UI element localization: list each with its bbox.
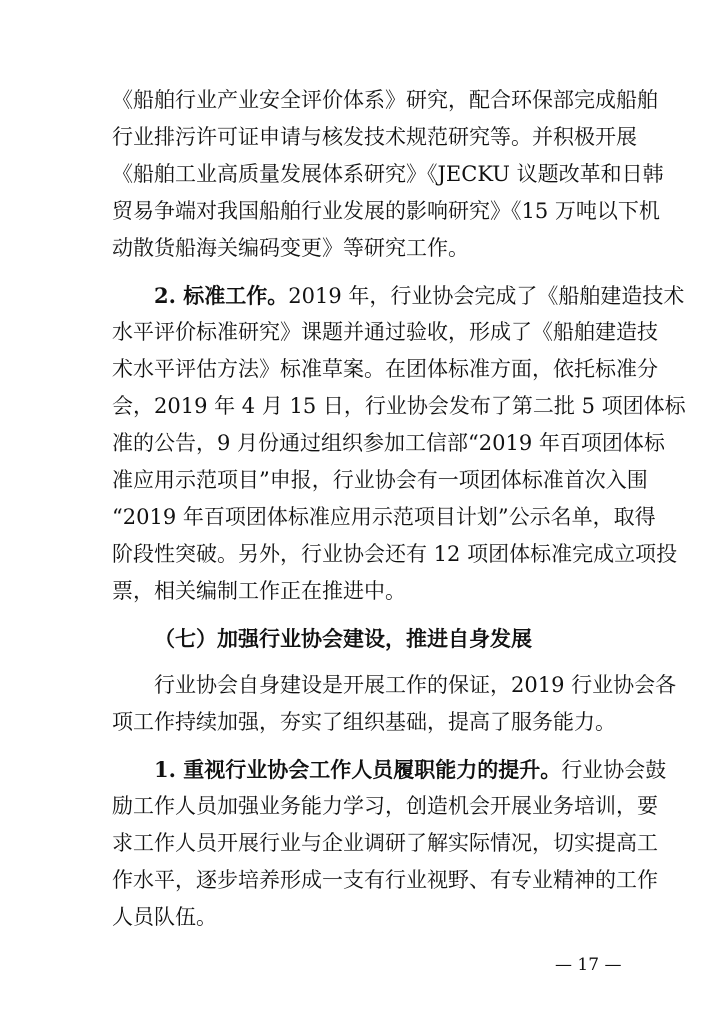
text-line: [112, 277, 685, 314]
text-line: 准的公告，9 月份通过组织参加工信部“2019 年百项团体标: [112, 431, 665, 455]
text-run: 2019 年，行业协会完成了《船舶建造技术: [288, 284, 685, 308]
text-line: 作水平，逐步培养形成一支有行业视野、有专业精神的工作: [112, 868, 658, 892]
paragraph-lead: 1. 重视行业协会工作人员履职能力的提升。: [154, 757, 562, 782]
paragraph-self-building: [112, 667, 677, 741]
text-line: 贸易争端对我国船舶行业发展的影响研究》《15 万吨以下机: [112, 199, 660, 223]
text-line: 行业排污许可证申请与核发技术规范研究等。并积极开展: [112, 125, 637, 149]
paragraph-standards: [112, 277, 686, 610]
paragraph-lead: 2. 标准工作。: [154, 283, 289, 308]
text-line: 求工作人员开展行业与企业调研了解实际情况，切实提高工: [112, 831, 658, 855]
paragraph-staff-capability: [112, 751, 667, 936]
text-line: [112, 751, 667, 788]
paragraph-research: [112, 82, 664, 267]
text-line: 《船舶行业产业安全评价体系》研究，配合环保部完成船舶: [112, 88, 658, 112]
text-line: 项工作持续加强，夯实了组织基础，提高了服务能力。: [112, 710, 616, 734]
text-run: 行业协会鼓: [561, 758, 667, 782]
page-content: [112, 82, 686, 936]
text-line: 会，2019 年 4 月 15 日，行业协会发布了第二批 5 项团体标: [112, 394, 686, 418]
text-line: “2019 年百项团体标准应用示范项目计划”公示名单，取得: [112, 505, 656, 529]
page-number: — 17 —: [555, 955, 622, 975]
text-line: 人员队伍。: [112, 905, 217, 929]
text-line: 励工作人员加强业务能力学习，创造机会开展业务培训，要: [112, 794, 658, 818]
text-line: 票，相关编制工作正在推进中。: [112, 579, 406, 603]
section-heading: （七）加强行业协会建设，推进自身发展: [154, 626, 532, 651]
text-line: 术水平评估方法》标准草案。在团体标准方面，依托标准分: [112, 357, 658, 381]
text-line: 动散货船海关编码变更》等研究工作。: [112, 236, 469, 260]
text-line: 《船舶工业高质量发展体系研究》《JECKU 议题改革和日韩: [112, 162, 664, 186]
text-line: 准应用示范项目”申报，行业协会有一项团体标准首次入围: [112, 468, 648, 492]
text-line: 水平评价标准研究》课题并通过验收，形成了《船舶建造技: [112, 320, 658, 344]
text-line: 行业协会自身建设是开展工作的保证，2019 行业协会各: [154, 673, 677, 697]
text-line: 阶段性突破。另外，行业协会还有 12 项团体标准完成立项投: [112, 542, 678, 566]
